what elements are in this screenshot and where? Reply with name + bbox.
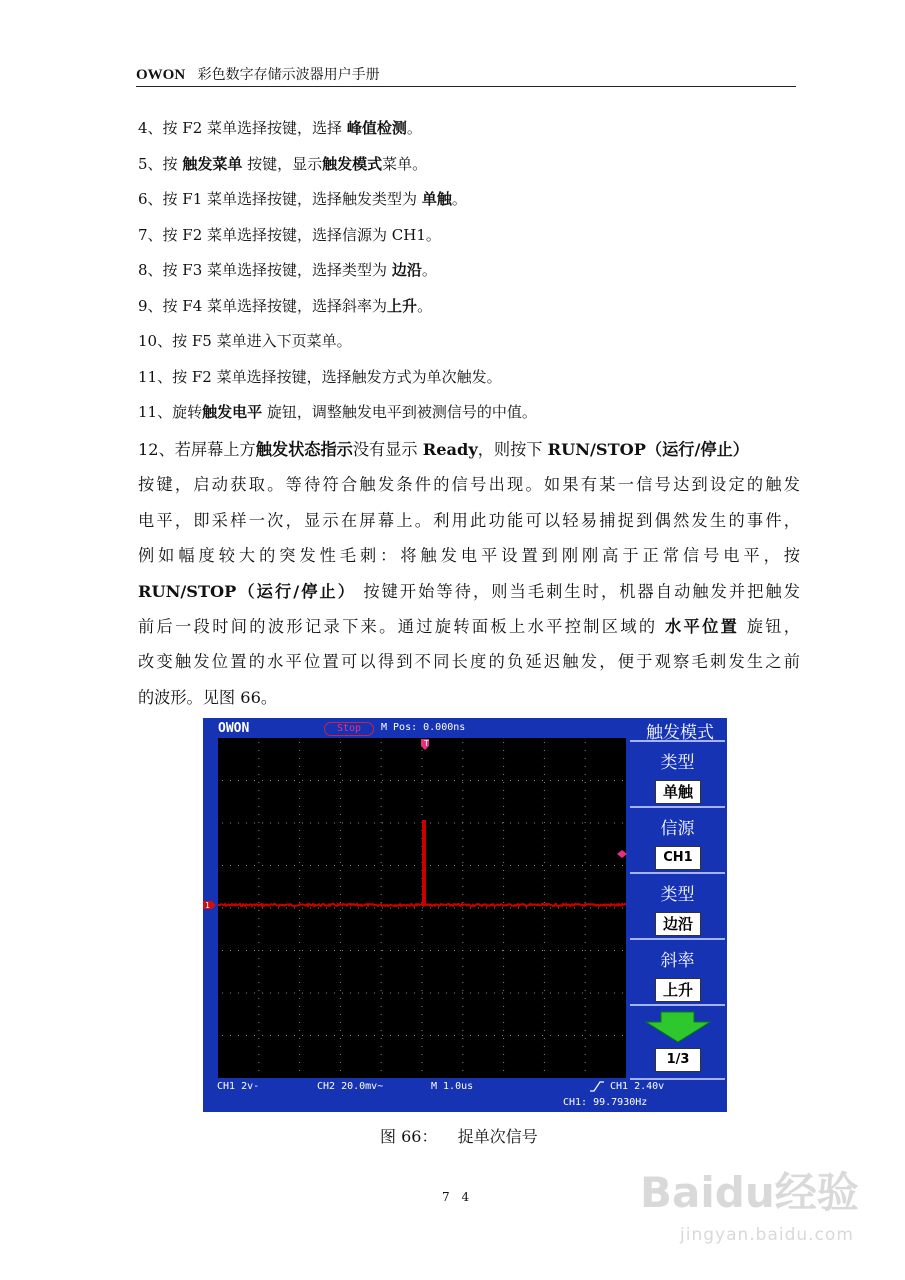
- bold-term: Ready: [422, 440, 478, 459]
- ch2-scale: CH2 20.0mv~: [317, 1081, 384, 1092]
- text-run: 8、按 F3 菜单选择按键，选择类型为: [138, 261, 392, 279]
- bold-term: 峰值检测: [346, 119, 407, 137]
- text-run: 改变触发位置的水平位置可以得到不同长度的负延迟触发，便于观察毛刺发生之前: [138, 652, 800, 672]
- text-run: 11、按 F2 菜单选择按键，选择触发方式为单次触发。: [138, 367, 502, 386]
- paragraph-line: [138, 644, 800, 679]
- text-run: 。: [417, 296, 433, 315]
- menu-item-edge-type[interactable]: [630, 872, 725, 938]
- scope-status-bar: [203, 1078, 727, 1112]
- steps-line: [138, 152, 808, 188]
- bold-term: 触发状态指示: [255, 440, 353, 459]
- text-run: 旋钮，调整触发电平到被测信号的中值。: [262, 403, 537, 421]
- steps-line: [138, 400, 808, 436]
- header-title: 彩色数字存储示波器用户手册: [197, 67, 380, 83]
- horizontal-position-readout: M Pos: 0.000ns: [381, 722, 466, 733]
- paragraph-line: [138, 680, 800, 715]
- text-run: 按键开始等待，则当毛刺生时，机器自动触发并把触发: [356, 581, 800, 601]
- text-run: 菜单。: [382, 154, 428, 173]
- paragraph-line: [138, 467, 800, 502]
- text-run: 。: [451, 190, 467, 208]
- text-run: 没有显示: [352, 440, 423, 459]
- text-run: 。: [421, 261, 437, 279]
- menu-value: 单触: [655, 780, 701, 804]
- oscilloscope-screenshot: [203, 718, 727, 1112]
- menu-label: 信源: [660, 819, 695, 839]
- header-brand: OWON: [136, 67, 186, 83]
- menu-value: CH1: [655, 846, 701, 870]
- steps-line: [138, 223, 808, 259]
- menu-item-trigger-type[interactable]: [630, 740, 725, 806]
- bold-term: 触发电平: [202, 403, 263, 421]
- paragraph-line: [138, 432, 800, 467]
- menu-item-source[interactable]: [630, 806, 725, 872]
- text-run: ，则按下: [477, 440, 548, 459]
- ch1-frequency: CH1: 99.7930Hz: [563, 1097, 648, 1108]
- menu-item-slope[interactable]: [630, 938, 725, 1004]
- watermark-logo: Baidu经验: [640, 1168, 859, 1217]
- step-12-paragraph: [138, 432, 800, 715]
- trigger-level: CH1 2.40v: [610, 1081, 665, 1092]
- text-run: 6、按 F1 菜单选择按键，选择触发类型为: [138, 190, 422, 208]
- text-run: 12、若屏幕上方: [138, 440, 256, 459]
- text-run: 按键，显示: [242, 154, 323, 173]
- text-run: 旋钮，: [739, 616, 800, 636]
- text-run: 的波形。见图 66。: [138, 687, 278, 707]
- run-status-badge: Stop: [324, 722, 374, 736]
- bold-term: 水平位置: [664, 616, 740, 636]
- ch1-scale: CH1 2v-: [217, 1081, 260, 1092]
- bold-term: 单触: [421, 190, 452, 208]
- menu-label: 类型: [660, 753, 695, 773]
- paragraph-line: [138, 609, 800, 644]
- steps-line: [138, 187, 808, 223]
- paragraph-line: [138, 538, 800, 573]
- arrow-down-icon: [630, 1010, 725, 1044]
- bold-term: 上升: [387, 296, 418, 315]
- trigger-marker-letter: T: [424, 739, 429, 748]
- text-run: 11、旋转: [138, 403, 203, 421]
- menu-label: 斜率: [660, 951, 695, 971]
- text-run: 7、按 F2 菜单选择按键，选择信源为 CH1。: [138, 225, 441, 244]
- ch1-marker-label: 1: [205, 901, 210, 910]
- steps-line: [138, 294, 808, 330]
- text-run: 按键，启动获取。等待符合触发条件的信号出现。如果有某一信号达到设定的触发: [138, 475, 800, 495]
- menu-page-indicator: 1/3: [655, 1048, 701, 1072]
- scope-brand: OWON: [218, 721, 250, 736]
- instruction-steps: [138, 116, 808, 436]
- steps-line: [138, 329, 808, 365]
- page-header: [136, 64, 796, 87]
- bold-term: RUN/STOP（运行/停止）: [138, 581, 357, 601]
- menu-value: 边沿: [655, 912, 701, 936]
- paragraph-line: [138, 503, 800, 538]
- steps-line: [138, 365, 808, 401]
- text-run: 前后一段时间的波形记录下来。通过旋转面板上水平控制区域的: [138, 616, 665, 636]
- menu-value: 上升: [655, 978, 701, 1002]
- text-run: 10、按 F5 菜单进入下页菜单。: [138, 332, 352, 350]
- text-run: 例如幅度较大的突发性毛刺：将触发电平设置到刚刚高于正常信号电平，按: [138, 546, 800, 566]
- text-run: 4、按 F2 菜单选择按键，选择: [138, 119, 347, 137]
- menu-title: 触发模式: [646, 723, 714, 743]
- page-number: 7 4: [442, 1190, 474, 1204]
- text-run: 5、按: [138, 154, 183, 173]
- text-run: 。: [406, 119, 422, 137]
- timebase: M 1.0us: [431, 1081, 474, 1092]
- bold-term: RUN/STOP（运行/停止）: [547, 440, 749, 459]
- paragraph-line: [138, 574, 800, 609]
- figure-caption: 图 66： 捉单次信号: [380, 1127, 538, 1146]
- menu-label: 类型: [660, 885, 695, 905]
- bold-term: 边沿: [391, 261, 422, 279]
- text-run: 电平，即采样一次，显示在屏幕上。利用此功能可以轻易捕捉到偶然发生的事件，: [138, 510, 800, 530]
- menu-item-next-page[interactable]: [630, 1004, 725, 1080]
- steps-line: [138, 116, 808, 152]
- bold-term: 触发菜单: [182, 154, 243, 173]
- watermark-url: jingyan.baidu.com: [680, 1225, 854, 1245]
- rising-edge-icon: [589, 1080, 605, 1092]
- bold-term: 触发模式: [322, 154, 383, 173]
- text-run: 9、按 F4 菜单选择按键，选择斜率为: [138, 296, 388, 315]
- steps-line: [138, 258, 808, 294]
